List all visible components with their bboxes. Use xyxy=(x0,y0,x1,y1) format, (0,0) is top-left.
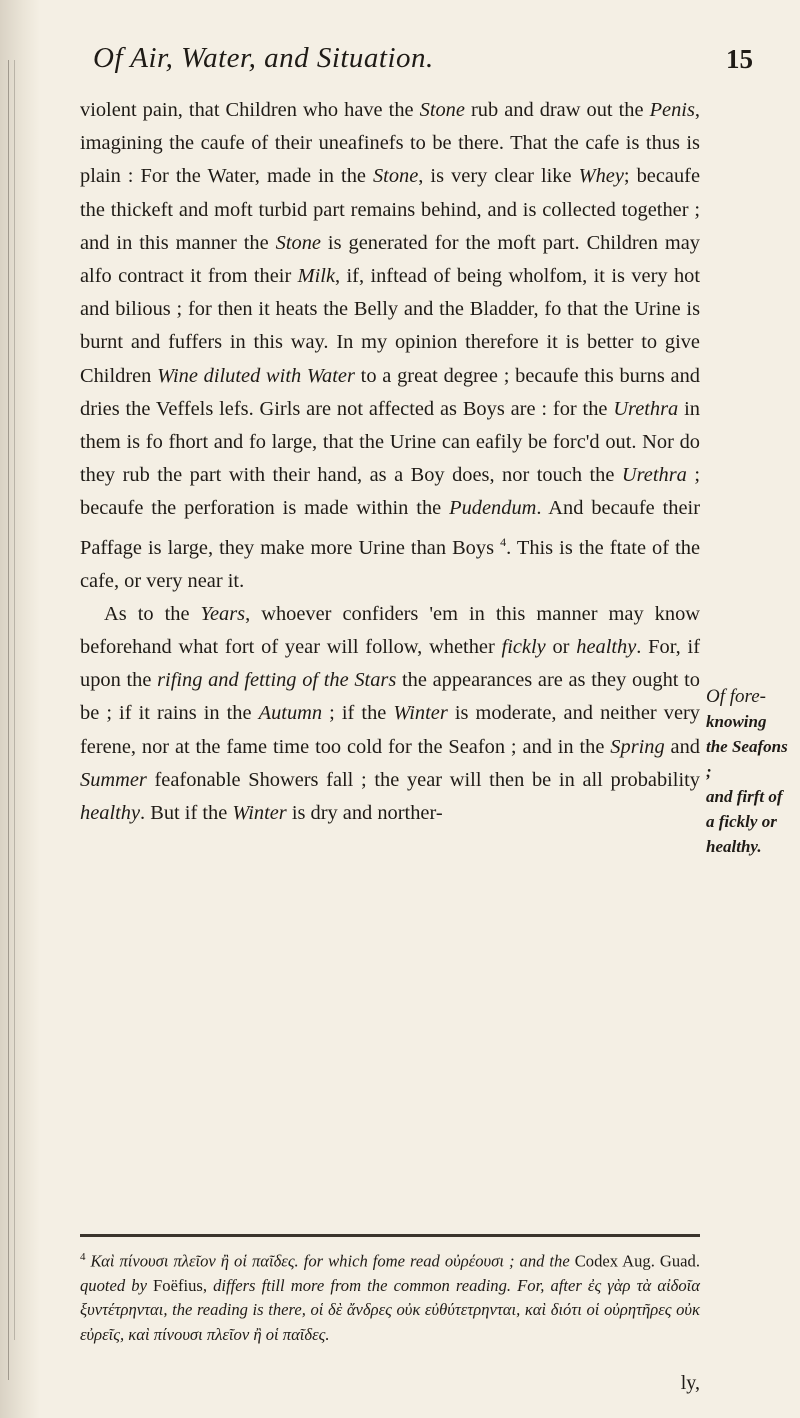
paragraph-2: As to the Years, whoever confiders 'em in this manner may know beforehand what fort of year will follow, whether fickly or healthy. For, if upon the rifing and fetting of the Stars the appearances are as they ought to be ; if it rains in the Autumn ; if the Winter is moderate, and neither very ferene, nor at the fame time too cold for the Seafon ; and in the Spring and Summer feafonable Showers fall ; the year will then be in all probability healthy. But if the Winter is dry and norther- xyxy=(80,602,701,825)
greek-text: οἱ δὲ ἄνδρες οὐκ εὐθύτετρηνται, καὶ διότι οἱ οὐρητῆρες οὐκ εὐρεῖς, καὶ πίνουσι πλεῖον ἢ οἱ παῖδες. xyxy=(80,1300,701,1344)
greek-text: ἐς γὰρ τὰ αἰδοῖα ξυντέτρηνται, xyxy=(80,1275,701,1320)
footnote-rule xyxy=(80,1234,700,1237)
footnote-marker: 4 xyxy=(500,534,507,549)
marginal-note: Of fore- knowing the Seafons ; and firft of a fickly or healthy. xyxy=(706,686,788,856)
catchword: ly, xyxy=(680,1372,700,1394)
gutter-line xyxy=(14,60,15,1340)
gutter-line xyxy=(8,60,9,1380)
paragraph-1: violent pain, that Children who have the Stone rub and draw out the Penis, imagining the caufe of their uneafinefs to be there. That the cafe is thus is plain : For the Water, made in the Stone, is very clear like Whey; becaufe the thickeft and moft turbid part remains behind, and is collected together ; and in this manner the Stone is generated for the moft part. Children may alfo contract it from their Milk, if, inftead of being wholfom, it is very hot and bilious ; for then it heats the Belly and the Bladder, fo that the Urine is burnt and fuffers in this way. In my opinion therefore it is better to give Children Wine diluted with Water to a great degree ; becaufe this burns and dries the Veffels lefs. Girls are not affected as Boys are : for the Urethra in them is fo fhort and fo large, that the Urine can eafily be forc'd out. Nor do they rub the part with their hand, as a Boy does, nor touch the Urethra ; becaufe the perforation is made within the Pudendum. And becaufe their Paffage is large, they make more Urine than Boys $^4$. This is the ftate of the cafe, or very near it. xyxy=(80,99,701,592)
page-number: 15 xyxy=(726,44,753,74)
footnote: $^4$ Καὶ πίνουσι πλεῖον ἢ οἱ παῖδες. for which fome read οὐρέουσι ; and the Codex Aug. Guad. quoted by Foëfius, differs ftill more from the common reading. For, after ἐς γὰρ τὰ αἰδοῖα ξυντέτρηνται, the reading is there, οἱ δὲ ἄνδρες οὐκ εὐθύτετρηνται, καὶ διότι οἱ οὐρητῆρες οὐκ εὐρεῖς, καὶ πίνουσι πλεῖον ἢ οἱ παῖδες. xyxy=(80,1251,701,1344)
page-gutter-shadow xyxy=(0,0,40,1418)
main-text xyxy=(80,94,700,830)
page-header xyxy=(93,42,753,82)
running-head: Of Air, Water, and Situation. xyxy=(93,42,434,74)
greek-text: Καὶ πίνουσι πλεῖον ἢ οἱ παῖδες. xyxy=(90,1251,299,1271)
greek-text: οὐρέουσι xyxy=(444,1251,504,1271)
footnote-number: 4 xyxy=(80,1251,86,1263)
